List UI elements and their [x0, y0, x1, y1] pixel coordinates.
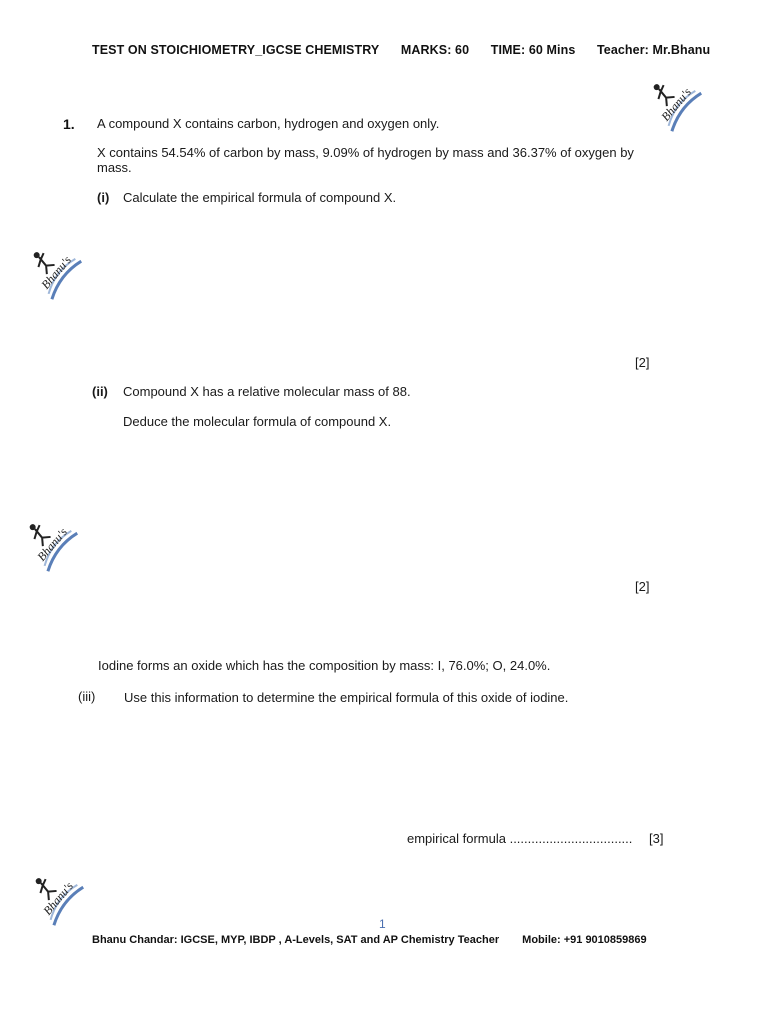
runner-logo-icon: [6, 498, 91, 583]
test-title: TEST ON STOICHIOMETRY_IGCSE CHEMISTRY: [92, 43, 380, 57]
svg-text:Bhanu's: Bhanu's: [40, 879, 76, 918]
svg-text:Bhanu's: Bhanu's: [34, 525, 70, 564]
logo-graphic: [10, 226, 95, 311]
part-iii-label: (iii): [78, 689, 96, 704]
part-ii-text2: Deduce the molecular formula of compound X.: [123, 414, 392, 429]
svg-text:Bhanu's: Bhanu's: [658, 85, 694, 124]
logo-graphic: [630, 58, 715, 143]
teacher-name: Teacher: Mr.Bhanu: [596, 43, 711, 57]
footer-credit: Bhanu Chandar: IGCSE, MYP, IBDP , A-Levels, SAT and AP Chemistry Teacher: [92, 934, 500, 946]
question-intro: A compound X contains carbon, hydrogen and oxygen only.: [97, 116, 440, 131]
runner-logo-icon: [630, 58, 715, 143]
part-ii-label: (ii): [92, 384, 108, 399]
page-number: 1: [379, 917, 386, 931]
time-limit: TIME: 60 Mins: [490, 43, 576, 57]
composition-text: X contains 54.54% of carbon by mass, 9.09% of hydrogen by mass and 36.37% of oxygen by mass.: [97, 145, 634, 175]
logo-graphic: [12, 852, 97, 937]
iodine-intro: Iodine forms an oxide which has the composition by mass: I, 76.0%; O, 24.0%.: [98, 658, 551, 673]
runner-logo-icon: [10, 226, 95, 311]
marks-total: MARKS: 60: [400, 43, 470, 57]
part-ii-marks: [2]: [635, 579, 650, 594]
runner-logo-icon: [12, 852, 97, 937]
empirical-formula-answer-line: empirical formula ..................................: [407, 831, 633, 846]
svg-text:Bhanu's: Bhanu's: [38, 253, 74, 292]
question-number: 1.: [63, 116, 75, 132]
part-i-text: Calculate the empirical formula of compound X.: [123, 190, 397, 205]
part-ii-text: Compound X has a relative molecular mass of 88.: [123, 384, 411, 399]
part-iii-marks: [3]: [649, 831, 664, 846]
logo-graphic: [6, 498, 91, 583]
part-i-label: (i): [97, 190, 110, 205]
page-footer: [92, 934, 647, 946]
part-i-marks: [2]: [635, 355, 650, 370]
page-header: [92, 43, 710, 57]
footer-mobile: Mobile: +91 9010859869: [522, 934, 647, 946]
part-iii-text: Use this information to determine the empirical formula of this oxide of iodine.: [124, 690, 569, 705]
